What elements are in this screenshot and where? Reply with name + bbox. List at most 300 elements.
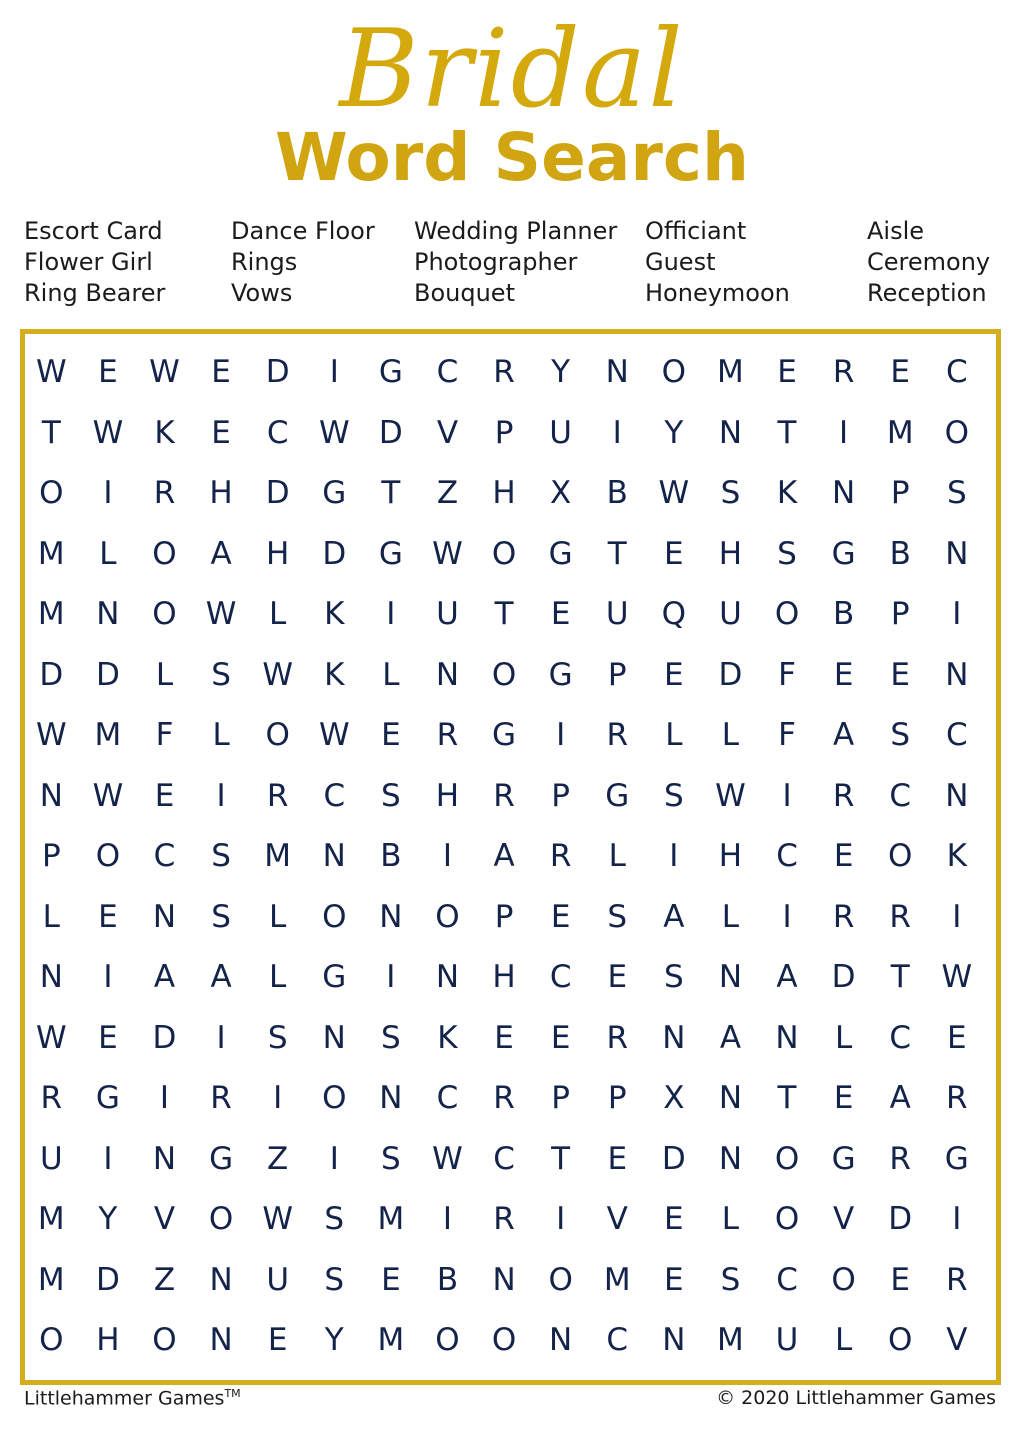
grid-letter: U — [39, 1140, 63, 1177]
grid-letter: R — [889, 1140, 911, 1177]
grid-letter: X — [663, 1080, 685, 1117]
grid-letter: E — [777, 354, 797, 391]
grid-letter: Z — [267, 1140, 289, 1177]
grid-letter: I — [273, 1080, 283, 1117]
grid-letter: H — [492, 959, 516, 996]
grid-letter: K — [154, 414, 175, 451]
page-title: Word Search — [274, 119, 750, 196]
grid-letter: L — [269, 898, 287, 935]
word-item: Flower Girl — [24, 248, 153, 276]
footer-brand — [24, 1387, 241, 1409]
grid-letter: W — [35, 717, 67, 754]
grid-letter: R — [606, 1019, 628, 1056]
grid-letter: Q — [661, 596, 687, 633]
grid-letter: D — [152, 1019, 177, 1056]
grid-letter: E — [890, 656, 910, 693]
word-item: Aisle — [867, 217, 925, 245]
grid-letter: Y — [551, 354, 571, 391]
grid-letter: T — [777, 414, 797, 451]
grid-letter: N — [718, 1140, 743, 1177]
grid-letter: N — [435, 959, 460, 996]
grid-letter: I — [442, 838, 453, 875]
grid-letter: G — [944, 1140, 969, 1177]
grid-letter: E — [211, 414, 231, 451]
grid-letter: U — [266, 1261, 290, 1298]
grid-letter: S — [211, 838, 231, 875]
grid-letter: V — [606, 1201, 628, 1238]
grid-letter: B — [889, 535, 911, 572]
grid-letter: N — [39, 959, 63, 996]
grid-letter: N — [605, 354, 629, 391]
grid-letter: A — [889, 1080, 911, 1117]
grid-letter: U — [436, 596, 459, 633]
grid-letter: V — [833, 1201, 855, 1238]
grid-letter: A — [153, 959, 176, 996]
grid-letter: M — [717, 354, 744, 391]
grid-letter: N — [775, 1019, 799, 1056]
grid-letter: I — [952, 898, 962, 935]
grid-letter: I — [612, 414, 622, 451]
grid-letter: E — [833, 838, 854, 875]
grid-letter: N — [718, 959, 743, 996]
grid-letter: S — [381, 1140, 401, 1177]
grid-letter: N — [662, 1019, 686, 1056]
grid-letter: E — [550, 596, 571, 633]
grid-letter: A — [833, 717, 855, 754]
grid-letter: I — [329, 354, 339, 391]
grid-letter: A — [719, 1019, 742, 1056]
grid-letter: G — [209, 1140, 234, 1177]
grid-letter: G — [548, 535, 573, 572]
grid-letter: R — [549, 838, 572, 875]
grid-letter: F — [778, 717, 796, 754]
grid-letter: R — [832, 354, 855, 391]
grid-letter: R — [946, 1080, 968, 1117]
grid-letter: E — [607, 959, 628, 996]
grid-letter: P — [551, 1080, 570, 1117]
grid-letter: L — [155, 656, 174, 693]
grid-letter: S — [324, 1201, 345, 1238]
grid-letter: A — [493, 838, 515, 875]
title-script: Bridal — [339, 7, 685, 132]
grid-letter: H — [209, 475, 233, 512]
grid-letter: L — [721, 898, 740, 935]
brand-name: Littlehammer Games — [24, 1387, 225, 1410]
grid-letter: P — [607, 656, 627, 693]
grid-letter: W — [149, 354, 180, 391]
grid-letter: O — [322, 898, 347, 935]
grid-letter: I — [669, 838, 679, 875]
grid-letter: I — [103, 475, 113, 512]
grid-letter: O — [208, 1201, 234, 1238]
grid-letter: G — [831, 1140, 856, 1177]
word-column-5 — [867, 216, 990, 309]
grid-letter: O — [491, 656, 517, 693]
grid-letter: N — [152, 898, 177, 935]
grid-letter: E — [664, 1261, 684, 1298]
grid-letter: H — [435, 777, 460, 814]
grid-letter: D — [888, 1201, 913, 1238]
grid-letter: N — [718, 1080, 743, 1117]
word-item: Ring Bearer — [24, 279, 166, 307]
grid-letter: P — [494, 414, 514, 451]
grid-letter: N — [322, 1019, 346, 1056]
grid-letter: O — [39, 475, 64, 512]
grid-letter: P — [607, 1080, 627, 1117]
grid-letter: W — [941, 959, 973, 996]
grid-letter: H — [266, 535, 290, 572]
word-item: Ceremony — [867, 248, 991, 276]
grid-letter: W — [262, 1201, 293, 1238]
grid-letter: S — [211, 898, 231, 935]
grid-letter: C — [889, 1019, 912, 1056]
grid-letter: E — [833, 656, 854, 693]
grid-letter: F — [778, 656, 796, 693]
grid-letter: E — [381, 1261, 401, 1298]
grid-letter: C — [153, 838, 176, 875]
grid-letter: N — [39, 777, 63, 814]
grid-letter: E — [211, 354, 231, 391]
grid-letter: T — [551, 1140, 571, 1177]
grid-letter: L — [721, 1201, 740, 1238]
grid-letter: K — [946, 838, 967, 875]
grid-letter: S — [720, 1261, 741, 1298]
grid-letter: N — [492, 1261, 516, 1298]
grid-letter: S — [381, 1019, 401, 1056]
grid-letter: W — [35, 1019, 67, 1056]
grid-letter: N — [832, 475, 856, 512]
grid-letter: E — [98, 1019, 118, 1056]
grid-letter: U — [605, 596, 629, 633]
grid-letter: R — [493, 354, 515, 391]
grid-letter: R — [266, 777, 289, 814]
grid-letter: P — [890, 596, 910, 633]
grid-letter: Y — [98, 1201, 118, 1238]
grid-letter: O — [435, 1322, 460, 1359]
grid-letter: N — [435, 656, 460, 693]
word-item: Guest — [645, 248, 716, 276]
grid-letter: H — [96, 1322, 120, 1359]
word-column-3 — [414, 216, 617, 309]
grid-letter: I — [216, 1019, 226, 1056]
grid-letter: A — [210, 959, 232, 996]
grid-letter: O — [944, 414, 969, 451]
grid-letter: D — [95, 1261, 120, 1298]
grid-letter: S — [324, 1261, 345, 1298]
grid-letter: S — [946, 475, 967, 512]
grid-letter: C — [606, 1322, 629, 1359]
grid-letter: Y — [664, 414, 684, 451]
word-item: Rings — [231, 248, 298, 276]
grid-letter: I — [103, 959, 113, 996]
grid-letter: I — [952, 596, 962, 633]
grid-letter: C — [323, 777, 346, 814]
grid-letter: G — [378, 354, 403, 391]
grid-letter: I — [103, 1140, 113, 1177]
grid-letter: K — [324, 656, 345, 693]
grid-letter: W — [318, 414, 350, 451]
word-column-4 — [645, 216, 790, 309]
grid-letter: N — [379, 898, 403, 935]
grid-letter: T — [494, 596, 514, 633]
grid-letter: V — [153, 1201, 176, 1238]
grid-letter: M — [37, 1201, 65, 1238]
grid-letter: M — [603, 1261, 631, 1298]
grid-letter: B — [436, 1261, 459, 1298]
word-item: Vows — [231, 279, 293, 307]
grid-letter: P — [494, 898, 514, 935]
grid-letter: H — [718, 838, 743, 875]
word-item: Officiant — [645, 217, 747, 245]
grid-letter: T — [607, 535, 627, 572]
grid-letter: E — [267, 1322, 288, 1359]
grid-letter: G — [548, 656, 573, 693]
grid-letter: O — [491, 535, 517, 572]
grid-letter: W — [262, 656, 293, 693]
grid-letter: R — [436, 717, 459, 754]
grid-letter: A — [663, 898, 685, 935]
grid-letter: S — [890, 717, 911, 754]
grid-letter: N — [945, 656, 969, 693]
grid-letter: I — [386, 959, 396, 996]
word-column-1 — [24, 216, 165, 309]
grid-letter: O — [265, 717, 290, 754]
grid-letter: N — [945, 535, 969, 572]
grid-letter: O — [831, 1261, 856, 1298]
grid-letter: I — [216, 777, 226, 814]
grid-letter: Z — [153, 1261, 176, 1298]
grid-letter: G — [492, 717, 517, 754]
grid-letter: S — [720, 475, 741, 512]
grid-letter: N — [379, 1080, 403, 1117]
grid-letter: O — [888, 838, 913, 875]
grid-letter: W — [715, 777, 746, 814]
word-item: Dance Floor — [231, 217, 375, 245]
grid-letter: W — [92, 777, 124, 814]
grid-letter: D — [39, 656, 64, 693]
grid-letter: D — [95, 656, 120, 693]
grid-letter: L — [721, 717, 740, 754]
grid-letter: S — [267, 1019, 288, 1056]
grid-letter: N — [209, 1261, 233, 1298]
grid-letter: T — [41, 414, 61, 451]
grid-letter: O — [95, 838, 121, 875]
grid-letter: I — [329, 1140, 339, 1177]
grid-letter: L — [269, 596, 287, 633]
grid-letter: L — [665, 717, 683, 754]
grid-letter: O — [435, 898, 460, 935]
grid-letter: S — [777, 535, 797, 572]
grid-letter: E — [664, 535, 684, 572]
grid-letter: L — [382, 656, 400, 693]
grid-letter: A — [776, 959, 798, 996]
grid-letter: M — [377, 1201, 405, 1238]
letter-grid — [23, 342, 983, 1363]
grid-letter: W — [35, 354, 67, 391]
grid-letter: E — [664, 656, 684, 693]
grid-letter: S — [607, 898, 628, 935]
grid-letter: C — [945, 717, 968, 754]
word-column-2 — [231, 216, 375, 309]
grid-letter: G — [322, 475, 347, 512]
grid-letter: U — [549, 414, 572, 451]
grid-letter: O — [152, 1322, 177, 1359]
grid-letter: H — [718, 535, 743, 572]
trademark-mark: TM — [224, 1387, 241, 1400]
grid-letter: L — [608, 838, 626, 875]
grid-letter: E — [890, 1261, 910, 1298]
grid-letter: C — [549, 959, 572, 996]
grid-letter: C — [266, 414, 289, 451]
grid-letter: C — [776, 838, 798, 875]
grid-letter: I — [442, 1201, 453, 1238]
grid-letter: E — [890, 354, 910, 391]
grid-letter: O — [661, 354, 687, 391]
grid-letter: R — [153, 475, 176, 512]
grid-letter: L — [212, 717, 230, 754]
grid-letter: R — [606, 717, 628, 754]
grid-letter: E — [833, 1080, 854, 1117]
grid-letter: K — [324, 596, 345, 633]
grid-letter: P — [890, 475, 910, 512]
word-item: Escort Card — [24, 217, 163, 245]
grid-letter: X — [550, 475, 572, 512]
word-item: Photographer — [414, 248, 578, 276]
grid-letter: G — [831, 535, 856, 572]
grid-letter: E — [607, 1140, 628, 1177]
grid-letter: D — [378, 414, 403, 451]
grid-letter: O — [491, 1322, 517, 1359]
grid-letter: W — [432, 535, 463, 572]
grid-letter: D — [831, 959, 856, 996]
grid-letter: G — [378, 535, 403, 572]
grid-letter: W — [658, 475, 690, 512]
word-item: Honeymoon — [645, 279, 790, 307]
grid-letter: M — [37, 535, 65, 572]
grid-letter: R — [493, 1201, 515, 1238]
grid-letter: C — [945, 354, 968, 391]
grid-letter: E — [664, 1201, 684, 1238]
grid-letter: M — [37, 596, 65, 633]
grid-letter: R — [493, 777, 515, 814]
grid-letter: M — [264, 838, 292, 875]
grid-letter: S — [211, 656, 231, 693]
grid-letter: S — [381, 777, 401, 814]
grid-letter: Y — [324, 1322, 344, 1359]
grid-letter: R — [832, 777, 855, 814]
grid-letter: E — [98, 354, 118, 391]
grid-letter: T — [777, 1080, 797, 1117]
grid-letter: H — [492, 475, 516, 512]
word-item: Bouquet — [414, 279, 515, 307]
grid-letter: R — [889, 898, 911, 935]
grid-letter: W — [432, 1140, 463, 1177]
grid-letter: C — [436, 354, 459, 391]
grid-letter: W — [92, 414, 124, 451]
grid-letter: E — [947, 1019, 967, 1056]
grid-letter: L — [834, 1019, 853, 1056]
grid-letter: O — [152, 596, 177, 633]
grid-letter: W — [205, 596, 237, 633]
grid-letter: D — [322, 535, 347, 572]
grid-letter: O — [322, 1080, 347, 1117]
grid-letter: B — [380, 838, 402, 875]
grid-letter: O — [774, 596, 800, 633]
grid-letter: C — [776, 1261, 798, 1298]
grid-letter: U — [775, 1322, 799, 1359]
grid-letter: O — [548, 1261, 573, 1298]
grid-letter: I — [386, 596, 396, 633]
grid-letter: B — [606, 475, 628, 512]
grid-letter: I — [556, 717, 566, 754]
grid-letter: E — [550, 1019, 571, 1056]
grid-letter: N — [718, 414, 743, 451]
grid-letter: E — [550, 898, 571, 935]
grid-letter: T — [381, 475, 401, 512]
grid-letter: S — [663, 777, 684, 814]
grid-letter: P — [41, 838, 61, 875]
grid-letter: D — [661, 1140, 686, 1177]
word-item: Reception — [867, 279, 987, 307]
grid-letter: R — [946, 1261, 968, 1298]
grid-letter: K — [776, 475, 798, 512]
grid-letter: I — [556, 1201, 566, 1238]
grid-letter: M — [377, 1322, 405, 1359]
grid-letter: I — [782, 777, 792, 814]
grid-letter: V — [946, 1322, 968, 1359]
grid-letter: R — [832, 898, 855, 935]
grid-letter: I — [839, 414, 849, 451]
grid-letter: R — [210, 1080, 232, 1117]
grid-letter: L — [99, 535, 117, 572]
grid-letter: G — [322, 959, 347, 996]
word-item: Wedding Planner — [414, 217, 618, 245]
grid-letter: M — [886, 414, 914, 451]
grid-letter: C — [436, 1080, 459, 1117]
grid-letter: E — [154, 777, 175, 814]
footer-copyright: © 2020 Littlehammer Games — [716, 1387, 996, 1409]
grid-letter: E — [494, 1019, 514, 1056]
grid-letter: C — [493, 1140, 515, 1177]
grid-letter: K — [437, 1019, 458, 1056]
grid-letter: E — [381, 717, 401, 754]
grid-letter: O — [774, 1201, 800, 1238]
grid-letter: I — [159, 1080, 170, 1117]
grid-letter: C — [889, 777, 912, 814]
grid-letter: L — [834, 1322, 853, 1359]
grid-letter: D — [718, 656, 743, 693]
grid-letter: U — [719, 596, 742, 633]
grid-letter: D — [265, 354, 290, 391]
grid-letter: O — [888, 1322, 913, 1359]
grid-letter: V — [436, 414, 459, 451]
grid-letter: E — [98, 898, 118, 935]
grid-letter: Z — [436, 475, 459, 512]
grid-letter: F — [155, 717, 174, 754]
grid-letter: I — [782, 898, 792, 935]
grid-letter: N — [322, 838, 346, 875]
grid-letter: N — [152, 1140, 177, 1177]
grid-letter: O — [39, 1322, 64, 1359]
grid-letter: R — [40, 1080, 63, 1117]
grid-letter: M — [94, 717, 122, 754]
grid-letter: P — [551, 777, 570, 814]
grid-letter: O — [152, 535, 177, 572]
grid-letter: N — [662, 1322, 686, 1359]
grid-letter: L — [42, 898, 60, 935]
grid-letter: S — [663, 959, 684, 996]
grid-letter: W — [318, 717, 350, 754]
